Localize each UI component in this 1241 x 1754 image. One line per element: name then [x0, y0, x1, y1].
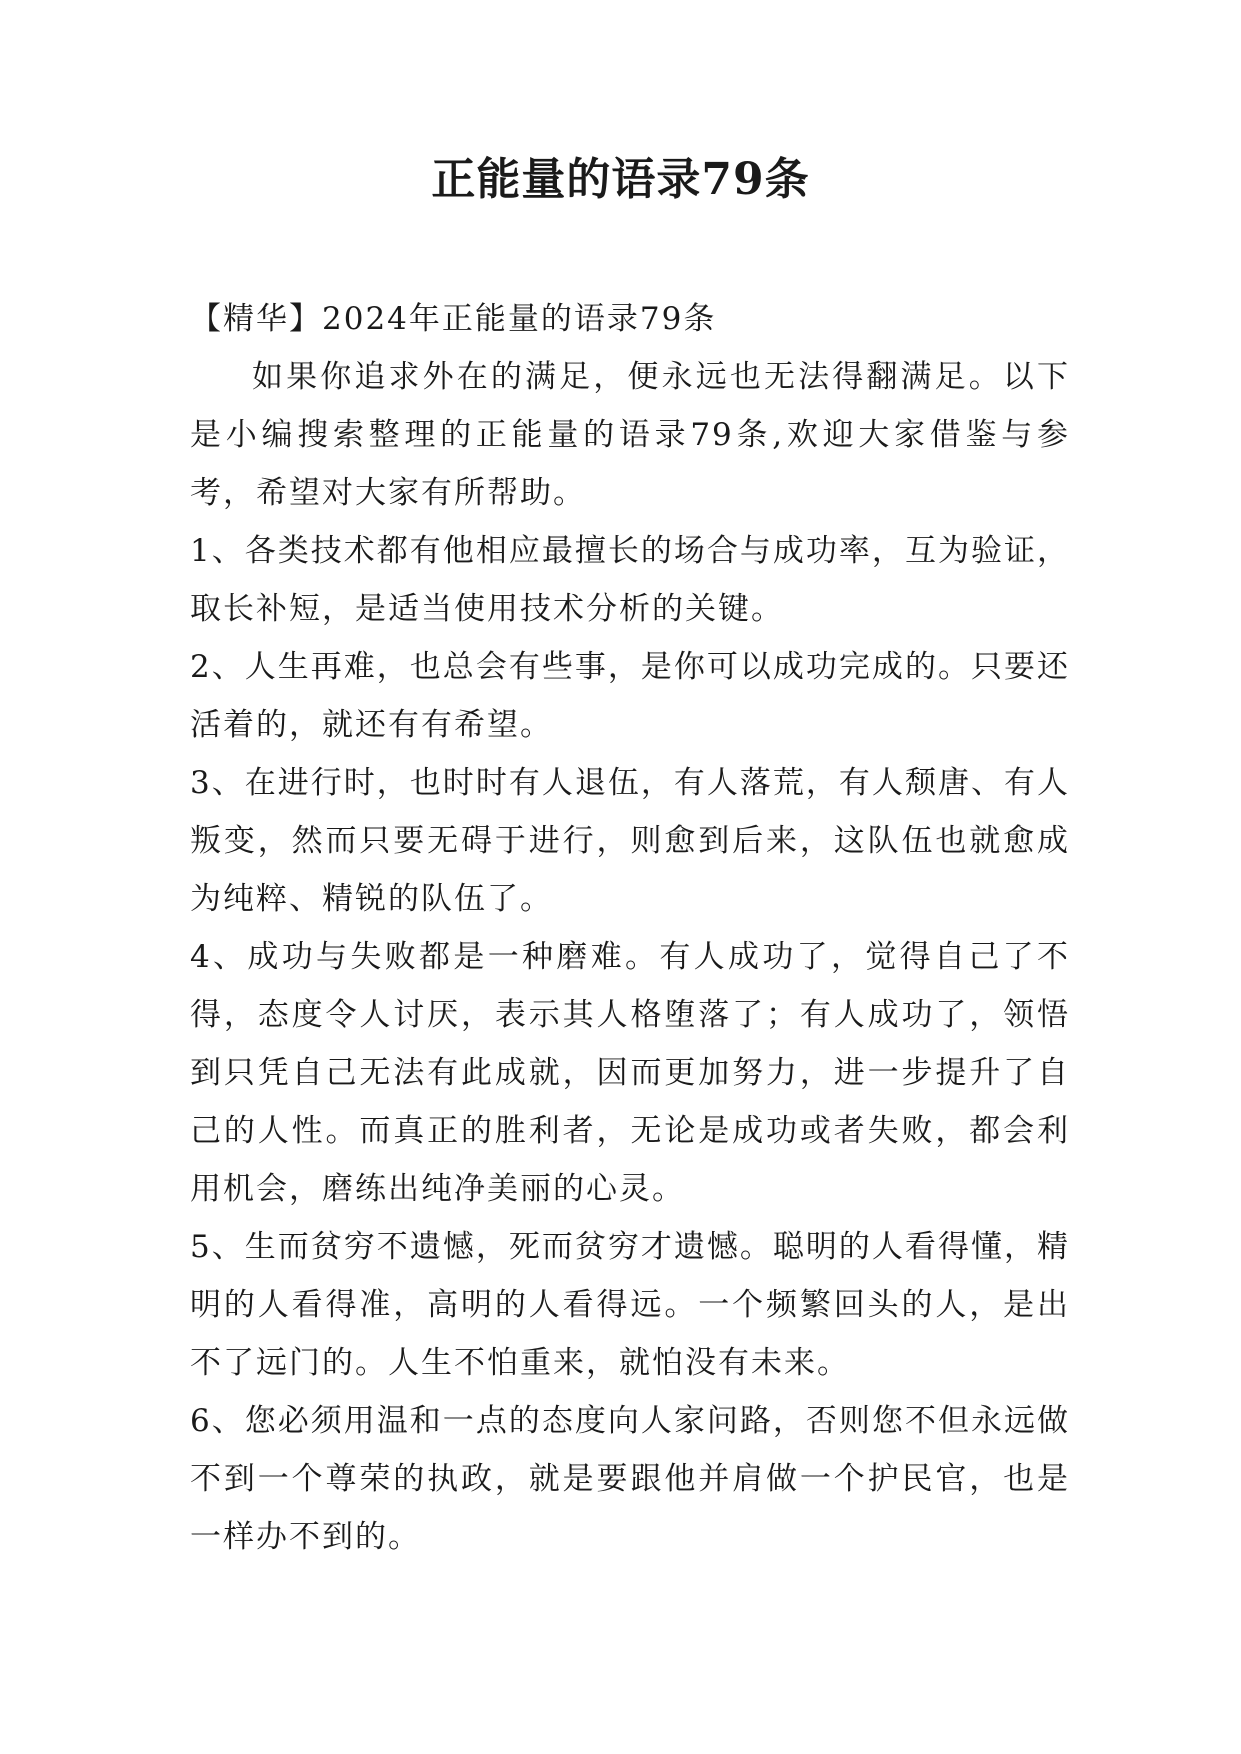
document-title: 正能量的语录79条	[431, 154, 810, 205]
quote-item-1: 1、各类技术都有他相应最擅长的场合与成功率，互为验证，取长补短，是适当使用技术分析的关键。	[190, 533, 1070, 627]
document-body	[190, 290, 1070, 1566]
intro-paragraph: 如果你追求外在的满足，便永远也无法得翻满足。以下是小编搜索整理的正能量的语录79条,欢迎大家借鉴与参考，希望对大家有所帮助。	[190, 359, 1070, 511]
quote-item-2: 2、人生再难，也总会有些事，是你可以成功完成的。只要还活着的，就还有有希望。	[190, 649, 1070, 743]
quote-item-3: 3、在进行时，也时时有人退伍，有人落荒，有人颓唐、有人叛变，然而只要无碍于进行，则愈到后来，这队伍也就愈成为纯粹、精锐的队伍了。	[190, 765, 1070, 917]
quote-item-6: 6、您必须用温和一点的态度向人家问路，否则您不但永远做不到一个尊荣的执政，就是要跟他并肩做一个护民官，也是一样办不到的。	[190, 1403, 1070, 1555]
quote-item-5: 5、生而贫穷不遗憾，死而贫穷才遗憾。聪明的人看得懂，精明的人看得准，高明的人看得远。一个频繁回头的人，是出不了远门的。人生不怕重来，就怕没有未来。	[190, 1229, 1070, 1381]
document-subtitle: 【精华】2024年正能量的语录79条	[190, 301, 717, 337]
quote-item-4: 4、成功与失败都是一种磨难。有人成功了，觉得自己了不得，态度令人讨厌，表示其人格堕落了；有人成功了，领悟到只凭自己无法有此成就，因而更加努力，进一步提升了自己的人性。而真正的胜利者，无论是成功或者失败，都会利用机会，磨练出纯净美丽的心灵。	[190, 939, 1070, 1207]
